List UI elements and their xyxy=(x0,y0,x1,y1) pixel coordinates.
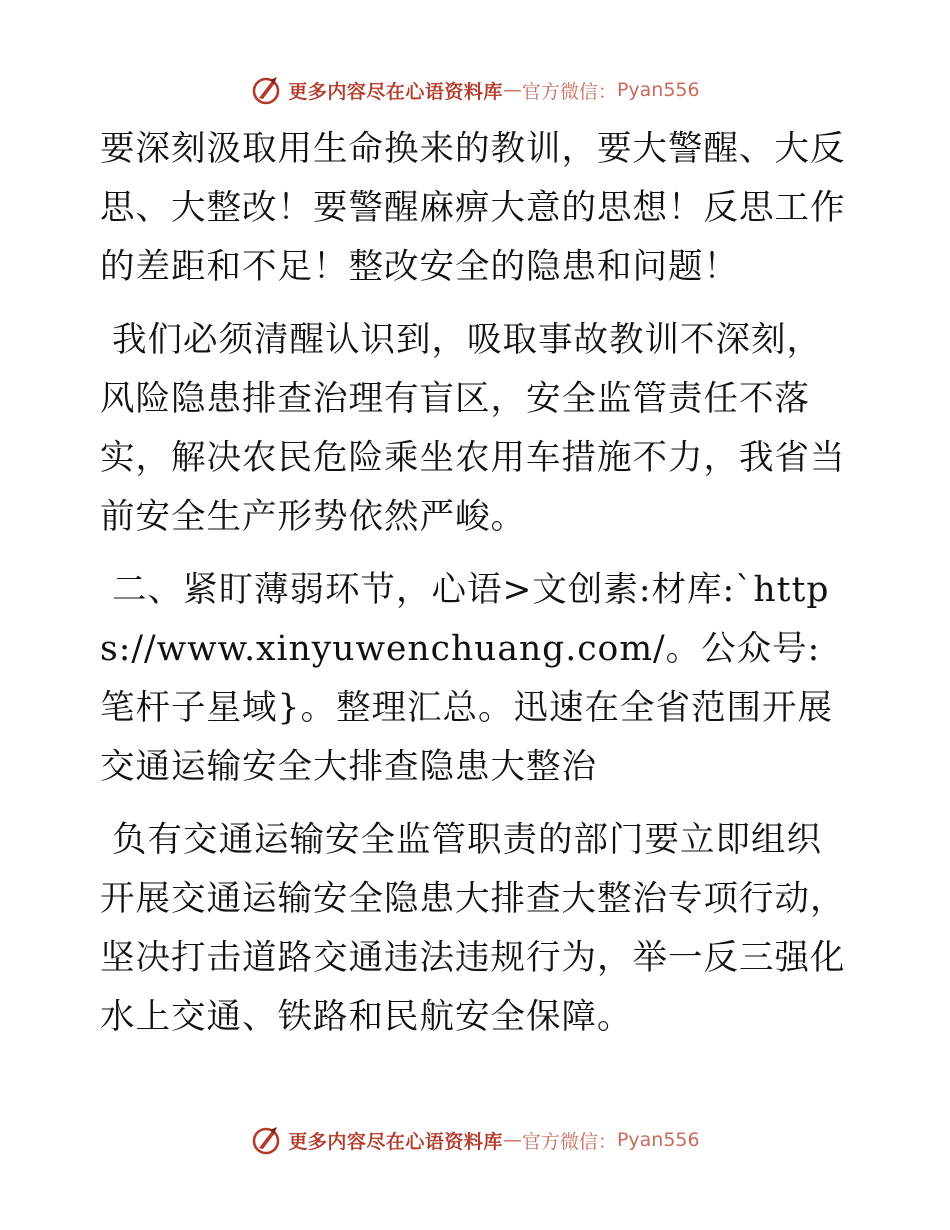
footer-site-text: 更多内容尽在心语资料库 xyxy=(288,1130,503,1153)
paragraph-1: 要深刻汲取用生命换来的教训，要大警醒、大反思、大整改！要警醒麻痹大意的思想！反思工作的差距和不足！整改安全的隐患和问题！ xyxy=(100,129,846,287)
footer-wechat-account: Pyan556 xyxy=(616,1129,700,1151)
header-wechat-label: 官方微信： xyxy=(521,80,617,103)
paragraph-3: 二、紧盯薄弱环节，心语>文创素:材库:`https://www.xinyuwenchuang.com/。公众号: 笔杆子星域}。整理汇总。迅速在全省范围开展交通运输安全大排查隐患大整治 xyxy=(100,570,833,787)
quill-pen-logo-icon xyxy=(250,74,282,106)
quill-pen-logo-icon xyxy=(250,1124,282,1156)
paragraph-2: 我们必须清醒认识到，吸取事故教训不深刻，风险隐患排查治理有盲区，安全监管责任不落实，解决农民危险乘坐农用车措施不力，我省当前安全生产形势依然严峻。 xyxy=(100,320,846,537)
footer-wechat-label: 官方微信： xyxy=(521,1130,617,1153)
header-wechat-account: Pyan556 xyxy=(616,79,700,101)
footer-dash: — xyxy=(502,1129,522,1151)
header-dash: — xyxy=(502,79,522,101)
document-body xyxy=(100,120,850,1061)
header-site-text: 更多内容尽在心语资料库 xyxy=(288,80,503,103)
footer-banner xyxy=(0,1122,950,1158)
header-banner xyxy=(0,72,950,108)
paragraph-4: 负有交通运输安全监管职责的部门要立即组织开展交通运输安全隐患大排查大整治专项行动，坚决打击道路交通违法违规行为，举一反三强化水上交通、铁路和民航安全保障。 xyxy=(100,820,846,1037)
